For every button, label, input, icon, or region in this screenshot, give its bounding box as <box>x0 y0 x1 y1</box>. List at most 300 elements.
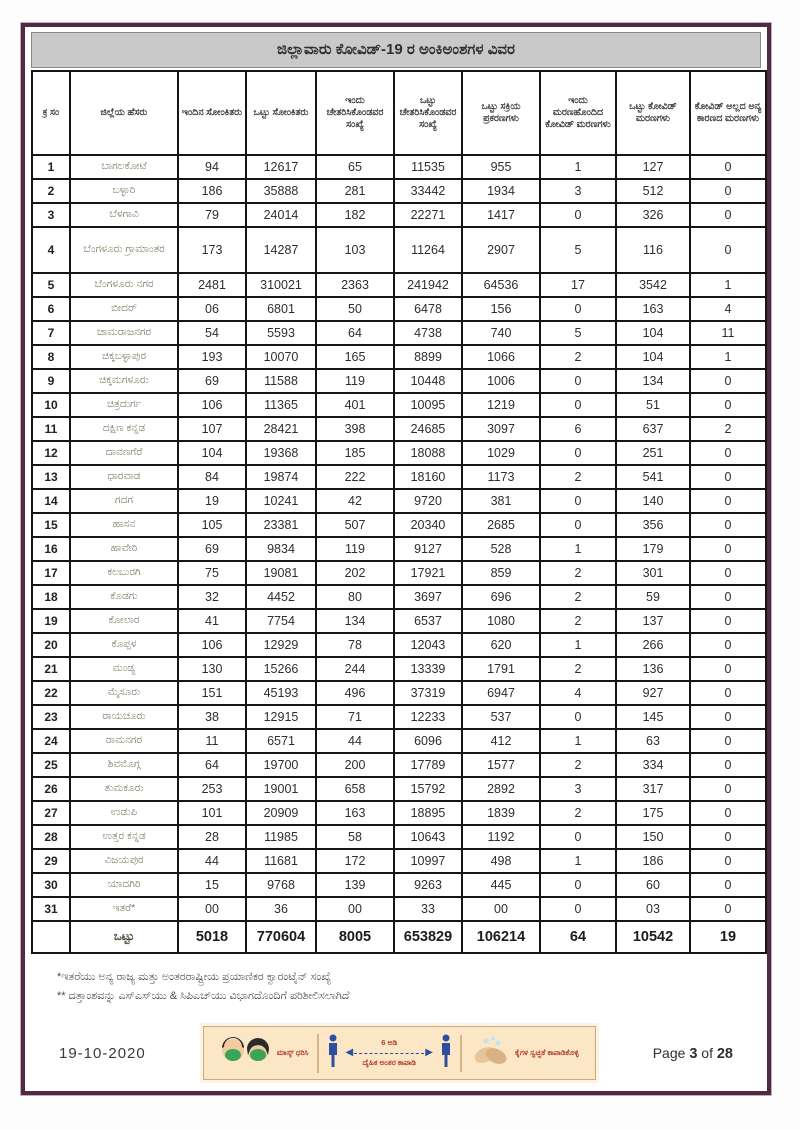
value-cell: 64 <box>316 321 394 345</box>
value-cell: 4738 <box>394 321 462 345</box>
table-row <box>32 777 766 801</box>
value-cell: 38 <box>178 705 246 729</box>
value-cell: 0 <box>540 369 616 393</box>
table-row <box>32 465 766 489</box>
value-cell: 28421 <box>246 417 316 441</box>
value-cell: 253 <box>178 777 246 801</box>
value-cell: 116 <box>616 227 690 273</box>
value-cell: 156 <box>462 297 540 321</box>
value-cell: 17789 <box>394 753 462 777</box>
value-cell: 58 <box>316 825 394 849</box>
table-row <box>32 369 766 393</box>
value-cell: 9834 <box>246 537 316 561</box>
value-cell: 241942 <box>394 273 462 297</box>
value-cell: 266 <box>616 633 690 657</box>
total-pages: 28 <box>716 1045 733 1062</box>
district-cell: ಬೆಂಗಳೂರು ಗ್ರಾಮಾಂತರ <box>70 227 178 273</box>
district-cell: ಹಾವೇರಿ <box>70 537 178 561</box>
table-row <box>32 897 766 921</box>
table-row <box>32 681 766 705</box>
value-cell: 1192 <box>462 825 540 849</box>
value-cell: 1080 <box>462 609 540 633</box>
value-cell: 537 <box>462 705 540 729</box>
value-cell: 24014 <box>246 203 316 227</box>
serial-cell: 11 <box>32 417 70 441</box>
value-cell: 41 <box>178 609 246 633</box>
value-cell: 19874 <box>246 465 316 489</box>
district-cell: ವಿಜಯಪುರ <box>70 849 178 873</box>
value-cell: 0 <box>690 801 766 825</box>
value-cell: 955 <box>462 155 540 179</box>
value-cell: 127 <box>616 155 690 179</box>
value-cell: 104 <box>616 321 690 345</box>
district-cell: ಹಾಸನ <box>70 513 178 537</box>
hand-wash-icon <box>470 1035 510 1072</box>
serial-cell: 14 <box>32 489 70 513</box>
value-cell: 36 <box>246 897 316 921</box>
table-row <box>32 825 766 849</box>
value-cell: 134 <box>616 369 690 393</box>
total-value-cell: 19 <box>690 921 766 953</box>
value-cell: 6478 <box>394 297 462 321</box>
total-value-cell: 64 <box>540 921 616 953</box>
value-cell: 0 <box>690 849 766 873</box>
serial-cell: 3 <box>32 203 70 227</box>
value-cell: 119 <box>316 369 394 393</box>
value-cell: 11264 <box>394 227 462 273</box>
value-cell: 12915 <box>246 705 316 729</box>
value-cell: 0 <box>540 873 616 897</box>
value-cell: 44 <box>316 729 394 753</box>
value-cell: 65 <box>316 155 394 179</box>
serial-cell: 23 <box>32 705 70 729</box>
value-cell: 9768 <box>246 873 316 897</box>
value-cell: 0 <box>540 393 616 417</box>
value-cell: 94 <box>178 155 246 179</box>
value-cell: 310021 <box>246 273 316 297</box>
value-cell: 412 <box>462 729 540 753</box>
value-cell: 2 <box>540 753 616 777</box>
value-cell: 50 <box>316 297 394 321</box>
value-cell: 60 <box>616 873 690 897</box>
mask-label: ಮಾಸ್ಕ್ ಧರಿಸಿ <box>276 1048 309 1058</box>
value-cell: 8899 <box>394 345 462 369</box>
value-cell: 186 <box>178 179 246 203</box>
district-cell: ಚಿತ್ರದುರ್ಗ <box>70 393 178 417</box>
value-cell: 0 <box>540 297 616 321</box>
value-cell: 179 <box>616 537 690 561</box>
total-value-cell: 8005 <box>316 921 394 953</box>
value-cell: 528 <box>462 537 540 561</box>
value-cell: 11365 <box>246 393 316 417</box>
value-cell: 1 <box>690 273 766 297</box>
value-cell: 2 <box>540 345 616 369</box>
value-cell: 0 <box>690 753 766 777</box>
district-cell: ಯಾದಗಿರಿ <box>70 873 178 897</box>
value-cell: 0 <box>690 561 766 585</box>
value-cell: 11985 <box>246 825 316 849</box>
value-cell: 130 <box>178 657 246 681</box>
serial-cell: 13 <box>32 465 70 489</box>
district-cell: ಚಾಮರಾಜನಗರ <box>70 321 178 345</box>
value-cell: 0 <box>690 657 766 681</box>
value-cell: 0 <box>690 369 766 393</box>
value-cell: 119 <box>316 537 394 561</box>
value-cell: 11588 <box>246 369 316 393</box>
value-cell: 2363 <box>316 273 394 297</box>
value-cell: 0 <box>690 489 766 513</box>
double-arrow-icon: ◀ ▶ <box>345 1047 433 1058</box>
total-value-cell: 10542 <box>616 921 690 953</box>
value-cell: 0 <box>540 441 616 465</box>
value-cell: 20909 <box>246 801 316 825</box>
serial-cell: 2 <box>32 179 70 203</box>
value-cell: 105 <box>178 513 246 537</box>
district-cell: ಕೋಲಾರ <box>70 609 178 633</box>
value-cell: 106 <box>178 393 246 417</box>
footnote-others: *ಇತರೆಯು ಅನ್ಯ ರಾಜ್ಯ ಮತ್ತು ಅಂತರರಾಷ್ಟ್ರೀಯ ಪ್ರಯಾಣಿಕರ ಕ್ವಾರಂಟೈನ್ ಸಂಖ್ಯೆ <box>57 971 332 983</box>
value-cell: 17921 <box>394 561 462 585</box>
value-cell: 23381 <box>246 513 316 537</box>
value-cell: 2 <box>540 465 616 489</box>
value-cell: 927 <box>616 681 690 705</box>
serial-cell: 16 <box>32 537 70 561</box>
table-row <box>32 321 766 345</box>
district-cell: ಬಳ್ಳಾರಿ <box>70 179 178 203</box>
value-cell: 63 <box>616 729 690 753</box>
value-cell: 13339 <box>394 657 462 681</box>
value-cell: 03 <box>616 897 690 921</box>
table-row <box>32 609 766 633</box>
value-cell: 3097 <box>462 417 540 441</box>
table-row <box>32 345 766 369</box>
district-cell: ಬೀದರ್ <box>70 297 178 321</box>
value-cell: 381 <box>462 489 540 513</box>
value-cell: 1173 <box>462 465 540 489</box>
table-row <box>32 513 766 537</box>
value-cell: 9720 <box>394 489 462 513</box>
value-cell: 19001 <box>246 777 316 801</box>
value-cell: 251 <box>616 441 690 465</box>
table-row <box>32 203 766 227</box>
banner-segment-distance <box>317 1034 460 1073</box>
value-cell: 42 <box>316 489 394 513</box>
value-cell: 4 <box>690 297 766 321</box>
district-cell: ಕೊಪ್ಪಳ <box>70 633 178 657</box>
value-cell: 11 <box>178 729 246 753</box>
value-cell: 14287 <box>246 227 316 273</box>
value-cell: 0 <box>540 897 616 921</box>
district-cell: ಮೈಸೂರು <box>70 681 178 705</box>
table-row <box>32 729 766 753</box>
value-cell: 11681 <box>246 849 316 873</box>
value-cell: 18160 <box>394 465 462 489</box>
value-cell: 281 <box>316 179 394 203</box>
value-cell: 3697 <box>394 585 462 609</box>
value-cell: 137 <box>616 609 690 633</box>
total-value-cell: 106214 <box>462 921 540 953</box>
column-header: ಕ್ರ ಸಂ <box>32 71 70 155</box>
report-date: 19-10-2020 <box>59 1044 146 1062</box>
value-cell: 19 <box>178 489 246 513</box>
page-number: 3 <box>689 1045 698 1062</box>
value-cell: 401 <box>316 393 394 417</box>
total-value-cell: 5018 <box>178 921 246 953</box>
value-cell: 0 <box>540 825 616 849</box>
value-cell: 1 <box>540 633 616 657</box>
value-cell: 18088 <box>394 441 462 465</box>
value-cell: 9263 <box>394 873 462 897</box>
value-cell: 2892 <box>462 777 540 801</box>
person-icon <box>327 1034 339 1073</box>
serial-cell: 12 <box>32 441 70 465</box>
value-cell: 334 <box>616 753 690 777</box>
value-cell: 2481 <box>178 273 246 297</box>
value-cell: 658 <box>316 777 394 801</box>
value-cell: 2 <box>540 801 616 825</box>
value-cell: 0 <box>540 203 616 227</box>
table-row <box>32 155 766 179</box>
table-row <box>32 801 766 825</box>
table-row <box>32 633 766 657</box>
value-cell: 64 <box>178 753 246 777</box>
value-cell: 2907 <box>462 227 540 273</box>
value-cell: 1577 <box>462 753 540 777</box>
table-header-row <box>32 71 766 155</box>
district-cell: ಬಾಗಲಕೋಟೆ <box>70 155 178 179</box>
serial-cell: 5 <box>32 273 70 297</box>
value-cell: 1934 <box>462 179 540 203</box>
value-cell: 1 <box>540 537 616 561</box>
table-row <box>32 561 766 585</box>
total-label-cell: ಒಟ್ಟು <box>70 921 178 953</box>
value-cell: 75 <box>178 561 246 585</box>
column-header: ಕೋವಿಡ್ ಅಲ್ಲದ ಅನ್ಯ ಕಾರಣದ ಮರಣಗಳು <box>690 71 766 155</box>
table-row <box>32 537 766 561</box>
value-cell: 10997 <box>394 849 462 873</box>
value-cell: 0 <box>690 585 766 609</box>
value-cell: 172 <box>316 849 394 873</box>
district-cell: ಚಿಕ್ಕಬಳ್ಳಾಪುರ <box>70 345 178 369</box>
district-cell: ತುಮಕೂರು <box>70 777 178 801</box>
serial-cell: 7 <box>32 321 70 345</box>
value-cell: 0 <box>690 705 766 729</box>
serial-cell: 15 <box>32 513 70 537</box>
value-cell: 1 <box>540 849 616 873</box>
column-header: ಇಂದು ಮರಣಹೊಂದಿದ ಕೋವಿಡ್ ಮರಣಗಳು <box>540 71 616 155</box>
value-cell: 0 <box>690 227 766 273</box>
of-word: of <box>701 1044 713 1061</box>
value-cell: 0 <box>690 777 766 801</box>
value-cell: 0 <box>690 825 766 849</box>
value-cell: 5 <box>540 227 616 273</box>
value-cell: 696 <box>462 585 540 609</box>
value-cell: 0 <box>690 873 766 897</box>
value-cell: 202 <box>316 561 394 585</box>
value-cell: 244 <box>316 657 394 681</box>
handwash-label: ಕೈಗಳ ಸ್ವಚ್ಛತೆ ಕಾಪಾಡಿಕೊಳ್ಳಿ <box>514 1048 579 1058</box>
serial-cell: 17 <box>32 561 70 585</box>
district-cell: ಧಾರವಾಡ <box>70 465 178 489</box>
face-mask-icon <box>220 1035 272 1072</box>
value-cell: 64536 <box>462 273 540 297</box>
value-cell: 17 <box>540 273 616 297</box>
district-cell: ಕಲಬುರಗಿ <box>70 561 178 585</box>
value-cell: 1066 <box>462 345 540 369</box>
table-row <box>32 705 766 729</box>
serial-cell: 4 <box>32 227 70 273</box>
serial-cell: 30 <box>32 873 70 897</box>
value-cell: 145 <box>616 705 690 729</box>
serial-cell: 21 <box>32 657 70 681</box>
value-cell: 326 <box>616 203 690 227</box>
value-cell: 10095 <box>394 393 462 417</box>
total-value-cell: 770604 <box>246 921 316 953</box>
page-title: ಜಿಲ್ಲಾವಾರು ಕೋವಿಡ್-19 ರ ಅಂಕಿಅಂಶಗಳ ವಿವರ <box>31 32 761 68</box>
serial-cell: 28 <box>32 825 70 849</box>
value-cell: 0 <box>690 897 766 921</box>
value-cell: 507 <box>316 513 394 537</box>
table-row <box>32 585 766 609</box>
value-cell: 193 <box>178 345 246 369</box>
value-cell: 18895 <box>394 801 462 825</box>
value-cell: 32 <box>178 585 246 609</box>
value-cell: 6096 <box>394 729 462 753</box>
serial-cell: 6 <box>32 297 70 321</box>
district-cell: ಮಂಡ್ಯ <box>70 657 178 681</box>
value-cell: 19700 <box>246 753 316 777</box>
district-cell: ಉಡುಪಿ <box>70 801 178 825</box>
value-cell: 1006 <box>462 369 540 393</box>
serial-cell: 8 <box>32 345 70 369</box>
value-cell: 222 <box>316 465 394 489</box>
column-header: ಒಟ್ಟು ಕೋವಿಡ್ ಮರಣಗಳು <box>616 71 690 155</box>
value-cell: 35888 <box>246 179 316 203</box>
value-cell: 15266 <box>246 657 316 681</box>
page-frame <box>21 23 771 1095</box>
value-cell: 0 <box>540 489 616 513</box>
value-cell: 5 <box>540 321 616 345</box>
value-cell: 10070 <box>246 345 316 369</box>
banner-segment-handwash <box>460 1035 587 1072</box>
value-cell: 71 <box>316 705 394 729</box>
value-cell: 101 <box>178 801 246 825</box>
value-cell: 6571 <box>246 729 316 753</box>
value-cell: 12929 <box>246 633 316 657</box>
value-cell: 2 <box>540 561 616 585</box>
value-cell: 356 <box>616 513 690 537</box>
value-cell: 59 <box>616 585 690 609</box>
page-footer <box>31 1025 761 1081</box>
value-cell: 6801 <box>246 297 316 321</box>
table-row <box>32 657 766 681</box>
value-cell: 0 <box>690 179 766 203</box>
district-cell: ರಾಮನಗರ <box>70 729 178 753</box>
value-cell: 19368 <box>246 441 316 465</box>
serial-cell: 22 <box>32 681 70 705</box>
value-cell: 45193 <box>246 681 316 705</box>
value-cell: 10448 <box>394 369 462 393</box>
district-cell: ಗದಗ <box>70 489 178 513</box>
value-cell: 2685 <box>462 513 540 537</box>
footnote-verification: ** ದತ್ತಾಂಶವನ್ನು ಎಸ್‌ಎಸ್‌ಯು & ಸಿಪಿಎಚ್‌ಯು ವಿಭಾಗದೊಂದಿಗೆ ಪರಿಶೀಲಿಸಲಾಗಿದೆ <box>57 989 350 1002</box>
value-cell: 44 <box>178 849 246 873</box>
table-row <box>32 489 766 513</box>
value-cell: 173 <box>178 227 246 273</box>
table-row <box>32 179 766 203</box>
column-header: ಇಂದಿನ ಸೋಂಕಿತರು <box>178 71 246 155</box>
page-word: Page <box>652 1044 686 1061</box>
value-cell: 4 <box>540 681 616 705</box>
serial-cell: 24 <box>32 729 70 753</box>
district-cell: ರಾಯಚೂರು <box>70 705 178 729</box>
district-cell: ದಕ್ಷಿಣ ಕನ್ನಡ <box>70 417 178 441</box>
table-row <box>32 849 766 873</box>
value-cell: 10643 <box>394 825 462 849</box>
covid-safety-banner <box>203 1026 596 1080</box>
value-cell: 3542 <box>616 273 690 297</box>
value-cell: 165 <box>316 345 394 369</box>
value-cell: 6537 <box>394 609 462 633</box>
value-cell: 498 <box>462 849 540 873</box>
value-cell: 106 <box>178 633 246 657</box>
table-row <box>32 417 766 441</box>
value-cell: 0 <box>690 729 766 753</box>
value-cell: 3 <box>540 179 616 203</box>
value-cell: 6 <box>540 417 616 441</box>
value-cell: 69 <box>178 537 246 561</box>
value-cell: 2 <box>540 609 616 633</box>
value-cell: 78 <box>316 633 394 657</box>
table-row <box>32 753 766 777</box>
value-cell: 2 <box>540 585 616 609</box>
value-cell: 186 <box>616 849 690 873</box>
column-header: ಒಟ್ಟು ಸಕ್ರಿಯ ಪ್ರಕರಣಗಳು <box>462 71 540 155</box>
serial-cell: 26 <box>32 777 70 801</box>
value-cell: 2 <box>540 657 616 681</box>
table-row <box>32 227 766 273</box>
district-cell: ಬೆಂಗಳೂರು ನಗರ <box>70 273 178 297</box>
value-cell: 182 <box>316 203 394 227</box>
column-header: ಒಟ್ಟು ಚೇತರಿಸಿಕೊಂಡವರ ಸಂಖ್ಯೆ <box>394 71 462 155</box>
distance-feet-label: 6 ಅಡಿ <box>381 1038 398 1048</box>
value-cell: 134 <box>316 609 394 633</box>
table-total-row <box>32 921 766 953</box>
value-cell: 0 <box>690 155 766 179</box>
value-cell: 2 <box>690 417 766 441</box>
column-header: ಜಿಲ್ಲೆಯ ಹೆಸರು <box>70 71 178 155</box>
value-cell: 84 <box>178 465 246 489</box>
district-cell: ಕೊಡಗು <box>70 585 178 609</box>
value-cell: 140 <box>616 489 690 513</box>
serial-cell: 9 <box>32 369 70 393</box>
serial-cell: 18 <box>32 585 70 609</box>
value-cell: 0 <box>540 513 616 537</box>
value-cell: 496 <box>316 681 394 705</box>
value-cell: 740 <box>462 321 540 345</box>
value-cell: 398 <box>316 417 394 441</box>
value-cell: 28 <box>178 825 246 849</box>
value-cell: 12617 <box>246 155 316 179</box>
district-cell: ಇತರೆ* <box>70 897 178 921</box>
value-cell: 1791 <box>462 657 540 681</box>
value-cell: 80 <box>316 585 394 609</box>
value-cell: 54 <box>178 321 246 345</box>
value-cell: 12233 <box>394 705 462 729</box>
value-cell: 1 <box>540 155 616 179</box>
district-cell: ಬೆಳಗಾವಿ <box>70 203 178 227</box>
value-cell: 163 <box>616 297 690 321</box>
